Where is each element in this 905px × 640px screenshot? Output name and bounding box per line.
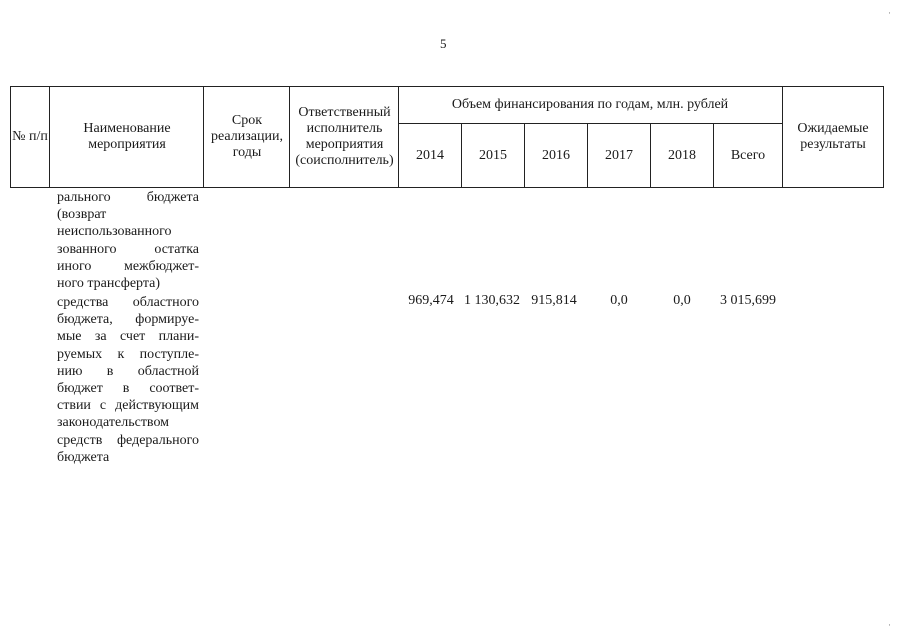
row-1-name	[57, 189, 199, 292]
row-2-name	[57, 294, 199, 466]
table-header	[10, 86, 884, 188]
scan-mark-bottom: ·	[888, 620, 891, 630]
row-2-line: руемых к поступле-	[57, 346, 199, 362]
row-2-line: законодательством	[57, 415, 170, 431]
header-year-2015: 2015	[479, 148, 507, 163]
header-year-2016: 2016	[542, 148, 570, 163]
header-no: № п/п	[12, 129, 48, 144]
scan-mark-top: ·	[888, 8, 891, 18]
row-1-line: рального бюджета	[57, 190, 199, 205]
value-2015: 1 130,632	[464, 293, 520, 308]
header-name: Наименование мероприятия	[83, 121, 171, 152]
header-year-2018: 2018	[668, 148, 696, 163]
header-term: Срок реализации, годы	[211, 113, 283, 160]
header-year-2017: 2017	[605, 148, 633, 163]
row-2-line: средства областного	[57, 295, 199, 310]
header-results: Ожидаемые результаты	[797, 121, 869, 152]
row-2-line: бюджета, формируе-	[57, 312, 199, 328]
header-total: Всего	[730, 148, 766, 163]
value-2014: 969,474	[408, 293, 454, 308]
value-2018: 0,0	[673, 293, 691, 308]
value-2017: 0,0	[610, 293, 628, 308]
header-financing: Объем финансирования по годам, млн. рублей	[451, 96, 729, 112]
row-1-line: иного межбюджет-	[57, 258, 199, 274]
row-2-line: нию в областной	[57, 363, 199, 379]
row-1-line: (возврат неиспользованного	[57, 207, 172, 240]
row-2-line: мые за счет плани-	[57, 329, 199, 345]
header-year-2014: 2014	[416, 148, 444, 163]
row-1-line: зованного остатка	[57, 241, 199, 257]
page-number: 5	[440, 36, 447, 51]
row-2-line: бюджет в соответ-	[57, 381, 199, 397]
value-2016: 915,814	[531, 293, 577, 308]
row-2-line: ствии с действующим	[57, 398, 199, 414]
row-2-line: бюджета	[57, 449, 110, 465]
header-executor: Ответственный исполнитель мероприятия (соисполнитель)	[295, 105, 394, 168]
value-total: 3 015,699	[720, 293, 776, 308]
row-2-line: средств федерального	[57, 432, 199, 448]
row-1-line: ного трансферта)	[57, 276, 161, 292]
